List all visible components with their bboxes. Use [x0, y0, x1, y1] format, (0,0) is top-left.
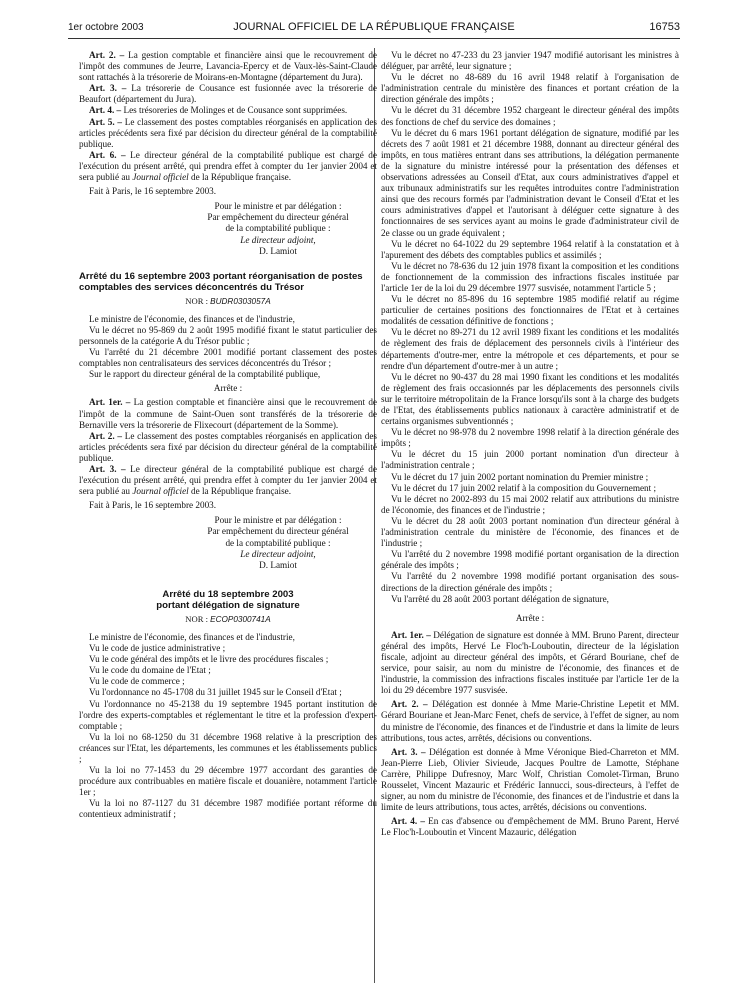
- vu-line: Vu le décret no 98-978 du 2 novembre 1998 relatif à la direction générale des impôts ;: [381, 427, 679, 449]
- fait-a-paris: Fait à Paris, le 16 septembre 2003.: [89, 500, 217, 511]
- arrete-subtitle: portant délégation de signature: [156, 599, 300, 611]
- page-header: [68, 20, 680, 39]
- article-paragraph: Art. 2. – La gestion comptable et financière ainsi que le recouvrement de l'impôt des communes de Jeurre, Lavancia-Epercy et de Vaux-lès-Saint-Claude sont rattachés à la trésorerie de Moirans-en-Montagne (département du Jura).: [79, 50, 377, 83]
- fait-a-paris: Fait à Paris, le 16 septembre 2003.: [89, 186, 217, 197]
- vu-line: Vu l'arrêté du 21 décembre 2001 modifié portant classement des postes comptables non centralisateurs des services déconcentrés du Trésor ;: [79, 347, 377, 369]
- vu-line: Vu le décret no 48-689 du 16 avril 1948 relatif à l'organisation de l'administration centrale du ministère des finances et portant création de la direction générale des impôts ;: [381, 72, 679, 105]
- article-paragraph: Art. 1er. – Délégation de signature est donnée à MM. Bruno Parent, directeur général des impôts, Hervé Le Floc'h-Louboutin, directeur de la législation fiscale, adjoint au directeur général des impôts, et Gérard Bouriane, chef de service, pour saisir, au nom du ministre de l'économie, des finances et de l'industrie, la commission des infractions fiscales instituée par l'article 1er de la loi du 29 décembre 1977 susvisée.: [381, 629, 679, 696]
- vu-line: Vu la loi no 68-1250 du 31 décembre 1968 relative à la prescription des créances sur l'Etat, les départements, les communes et les établissements publics ;: [79, 731, 377, 764]
- vu-line: Vu le décret no 95-869 du 2 août 1995 modifié fixant le statut particulier des personnels de la catégorie A du Trésor public ;: [79, 324, 377, 346]
- signature-block: Pour le ministre et par délégation : Par empêchement du directeur général de la comptabilité publique : Le directeur adjoint, D. Lamiot: [207, 201, 349, 256]
- arrete-title: Arrêté du 16 septembre 2003 portant réorganisation de postes comptables des services déconcentrés du Trésor: [79, 270, 363, 293]
- arrete-title: Arrêté du 18 septembre 2003: [162, 588, 294, 600]
- vu-line: Vu la loi no 87-1127 du 31 décembre 1987 modifiée portant réforme du contentieux administratif ;: [79, 798, 377, 820]
- vu-line: Vu l'ordonnance no 45-2138 du 19 septembre 1945 portant institution de l'ordre des experts-comptables et réglementant le titre et la profession d'expert-comptable ;: [79, 698, 377, 731]
- vu-line: Vu l'arrêté du 28 août 2003 portant délégation de signature,: [391, 593, 609, 604]
- vu-line: Vu le code du domaine de l'Etat ;: [89, 665, 211, 676]
- page-number: 16753: [649, 21, 680, 33]
- vu-line: Vu le décret no 89-271 du 12 avril 1989 fixant les conditions et les modalités de règlement des frais de déplacement des personnels civils à l'intérieur des départements d'outre-mer, entre la métropole et ces départements, et pour se rendre d'un département d'outre-mer à un autre ;: [381, 327, 679, 371]
- intro-line: Le ministre de l'économie, des finances et de l'industrie,: [89, 631, 295, 642]
- nor-reference: NOR : BUDR0303057A: [185, 295, 271, 306]
- vu-line: Vu le décret no 78-636 du 12 juin 1978 fixant la composition et les conditions de fonctionnement de la commission des infractions fiscales instituée par l'article 1er de la loi du 29 décembre 1977 susvisée, notamment l'article 5 ;: [381, 260, 679, 293]
- vu-line: Vu le décret du 28 août 2003 portant nomination d'un directeur général à l'administration centrale du ministère de l'économie, des finances et de l'industrie ;: [381, 515, 679, 549]
- vu-line: Vu la loi no 77-1453 du 29 décembre 1977 accordant des garanties de procédure aux contribuables en matière fiscale et douanière, notamment l'article 1er ;: [79, 765, 377, 798]
- article-paragraph: Art. 3. – Délégation est donnée à Mme Véronique Bied-Charreton et MM. Jean-Pierre Lieb, Olivier Sivieude, Jacques Poultre de Lamotte, Stéphane Carrère, Philippe Dufresnoy, Marc Wolf, Christian Comolet-Tirman, Bruno Rousselet, Vincent Mazauric et Frédéric Iannucci, sous-directeurs, à l'effet de signer, au nom du ministre de l'économie, des finances et de l'industrie et dans la limite de leurs attributions, tous actes, arrêtés, décisions ou conventions.: [381, 746, 679, 813]
- vu-line: Vu l'arrêté du 2 novembre 1998 modifié portant organisation de la direction générale des impôts ;: [381, 549, 679, 571]
- vu-line: Vu le décret no 90-437 du 28 mai 1990 fixant les conditions et les modalités de règlement des frais occasionnés par les déplacements des personnels civils sur le territoire métropolitain de la France lorsqu'ils sont à la charge des budgets de l'Etat, des établissements publics nationaux à caractère administratif et de certains organismes subventionnés ;: [381, 371, 679, 427]
- vu-line: Vu le code de commerce ;: [89, 676, 185, 687]
- vu-line: Vu le décret no 85-896 du 16 septembre 1985 modifié relatif au régime particulier de certaines positions des fonctionnaires de l'Etat et à certaines modalités de cessation définitive de fonctions ;: [381, 294, 679, 327]
- article-paragraph: Art. 2. – Le classement des postes comptables réorganisés en application des articles précédents sera fixé par décision du directeur général de la comptabilité publique.: [79, 430, 377, 463]
- article-paragraph: Art. 6. – Le directeur général de la comptabilité publique est chargé de l'exécution du présent arrêté, qui prendra effet à compter du 1er janvier 2004 et sera publié au Journal officiel de la République française.: [79, 149, 377, 183]
- vu-line: Vu l'ordonnance no 45-1708 du 31 juillet 1945 sur le Conseil d'Etat ;: [89, 687, 342, 698]
- nor-reference: NOR : ECOP0300741A: [185, 613, 271, 624]
- article-paragraph: Art. 1er. – La gestion comptable et financière ainsi que le recouvrement de l'impôt de la commune de Saint-Ouen sont transférés de la trésorerie de Bernaville vers la trésorerie de Flixecourt (département de la Somme).: [79, 397, 377, 430]
- arrete-heading: Arrête :: [515, 612, 545, 623]
- vu-line: Vu le code général des impôts et le livre des procédures fiscales ;: [89, 654, 329, 665]
- vu-line: Vu le décret no 2002-893 du 15 mai 2002 relatif aux attributions du ministre de l'économie, des finances et de l'industrie ;: [381, 493, 679, 515]
- arrete-jura-articles: [79, 50, 377, 183]
- article-paragraph: Art. 4. – Les trésoreries de Molinges et de Cousance sont supprimées.: [89, 105, 348, 116]
- vu-line: Vu le décret du 17 juin 2002 relatif à la composition du Gouvernement ;: [391, 482, 657, 493]
- right-column: [381, 50, 679, 980]
- article-paragraph: Art. 5. – Le classement des postes comptables réorganisés en application des articles précédents sera fixé par décision du directeur général de la comptabilité publique.: [79, 116, 377, 149]
- left-column: [79, 50, 377, 980]
- arrete-heading: Arrête :: [213, 383, 243, 394]
- vu-line: Vu le décret du 6 mars 1961 portant délégation de signature, modifié par les décrets des 7 août 1981 et 21 décembre 1988, donnant au directeur général des impôts, en tous matières entrant dans ses attributions, la délégation permanente de la signature du ministre intéressé pour la présentation des défenses et observations adressées au Conseil d'Etat, aux cours administratives d'appel et aux tribunaux administratifs sur les requêtes introduites contre l'administration ainsi que des recours formés par l'administration devant le Conseil d'Etat et les cours administratives d'appel et l'autorisant à déléguer cette signature à des fonctionnaires de ses services ayant au moins le grade d'administrateur civil de 2e classe ou un grade équivalent ;: [381, 127, 679, 238]
- vu-line: Vu le décret no 47-233 du 23 janvier 1947 modifié autorisant les ministres à déléguer, par arrêté, leur signature ;: [381, 50, 679, 72]
- article-paragraph: Art. 4. – En cas d'absence ou d'empêchement de MM. Bruno Parent, Hervé Le Floc'h-Louboutin et Vincent Mazauric, délégation: [381, 816, 679, 838]
- article-paragraph: Art. 3. – La trésorerie de Cousance est fusionnée avec la trésorerie de Beaufort (département du Jura).: [79, 83, 377, 105]
- vu-line: Vu le code de justice administrative ;: [89, 643, 226, 654]
- vu-line: Vu le décret du 31 décembre 1952 chargeant le directeur général des impôts des fonctions de chef du service des domaines ;: [381, 105, 679, 127]
- intro-line: Le ministre de l'économie, des finances et de l'industrie,: [89, 313, 295, 324]
- journal-title: JOURNAL OFFICIEL DE LA RÉPUBLIQUE FRANÇAISE: [233, 21, 515, 33]
- vu-line: Sur le rapport du directeur général de la comptabilité publique,: [89, 369, 321, 380]
- signature-block: Pour le ministre et par délégation : Par empêchement du directeur général de la comptabilité publique : Le directeur adjoint, D. Lamiot: [207, 515, 349, 570]
- vu-line: Vu l'arrêté du 2 novembre 1998 modifié portant organisation des sous-directions de la direction générale des impôts ;: [381, 571, 679, 593]
- vu-line: Vu le décret du 15 juin 2000 portant nomination d'un directeur à l'administration centrale ;: [381, 449, 679, 471]
- vu-line: Vu le décret du 17 juin 2002 portant nomination du Premier ministre ;: [391, 471, 649, 482]
- header-date: 1er octobre 2003: [68, 22, 144, 33]
- article-paragraph: Art. 2. – Délégation est donnée à Mme Marie-Christine Lepetit et MM. Gérard Bouriane et Jean-Marc Fenet, chefs de service, à l'effet de signer, au nom du ministre de l'économie, des finances et de l'industrie et dans la limite de leurs attributions, tous actes, arrêtés, décisions ou conventions.: [381, 699, 679, 743]
- vu-line: Vu le décret no 64-1022 du 29 septembre 1964 relatif à la constatation et à l'apurement des débets des comptables publics et assimilés ;: [381, 238, 679, 260]
- article-paragraph: Art. 3. – Le directeur général de la comptabilité publique est chargé de l'exécution du présent arrêté, qui prendra effet à compter du 1er janvier 2004 et sera publié au Journal officiel de la République française.: [79, 464, 377, 497]
